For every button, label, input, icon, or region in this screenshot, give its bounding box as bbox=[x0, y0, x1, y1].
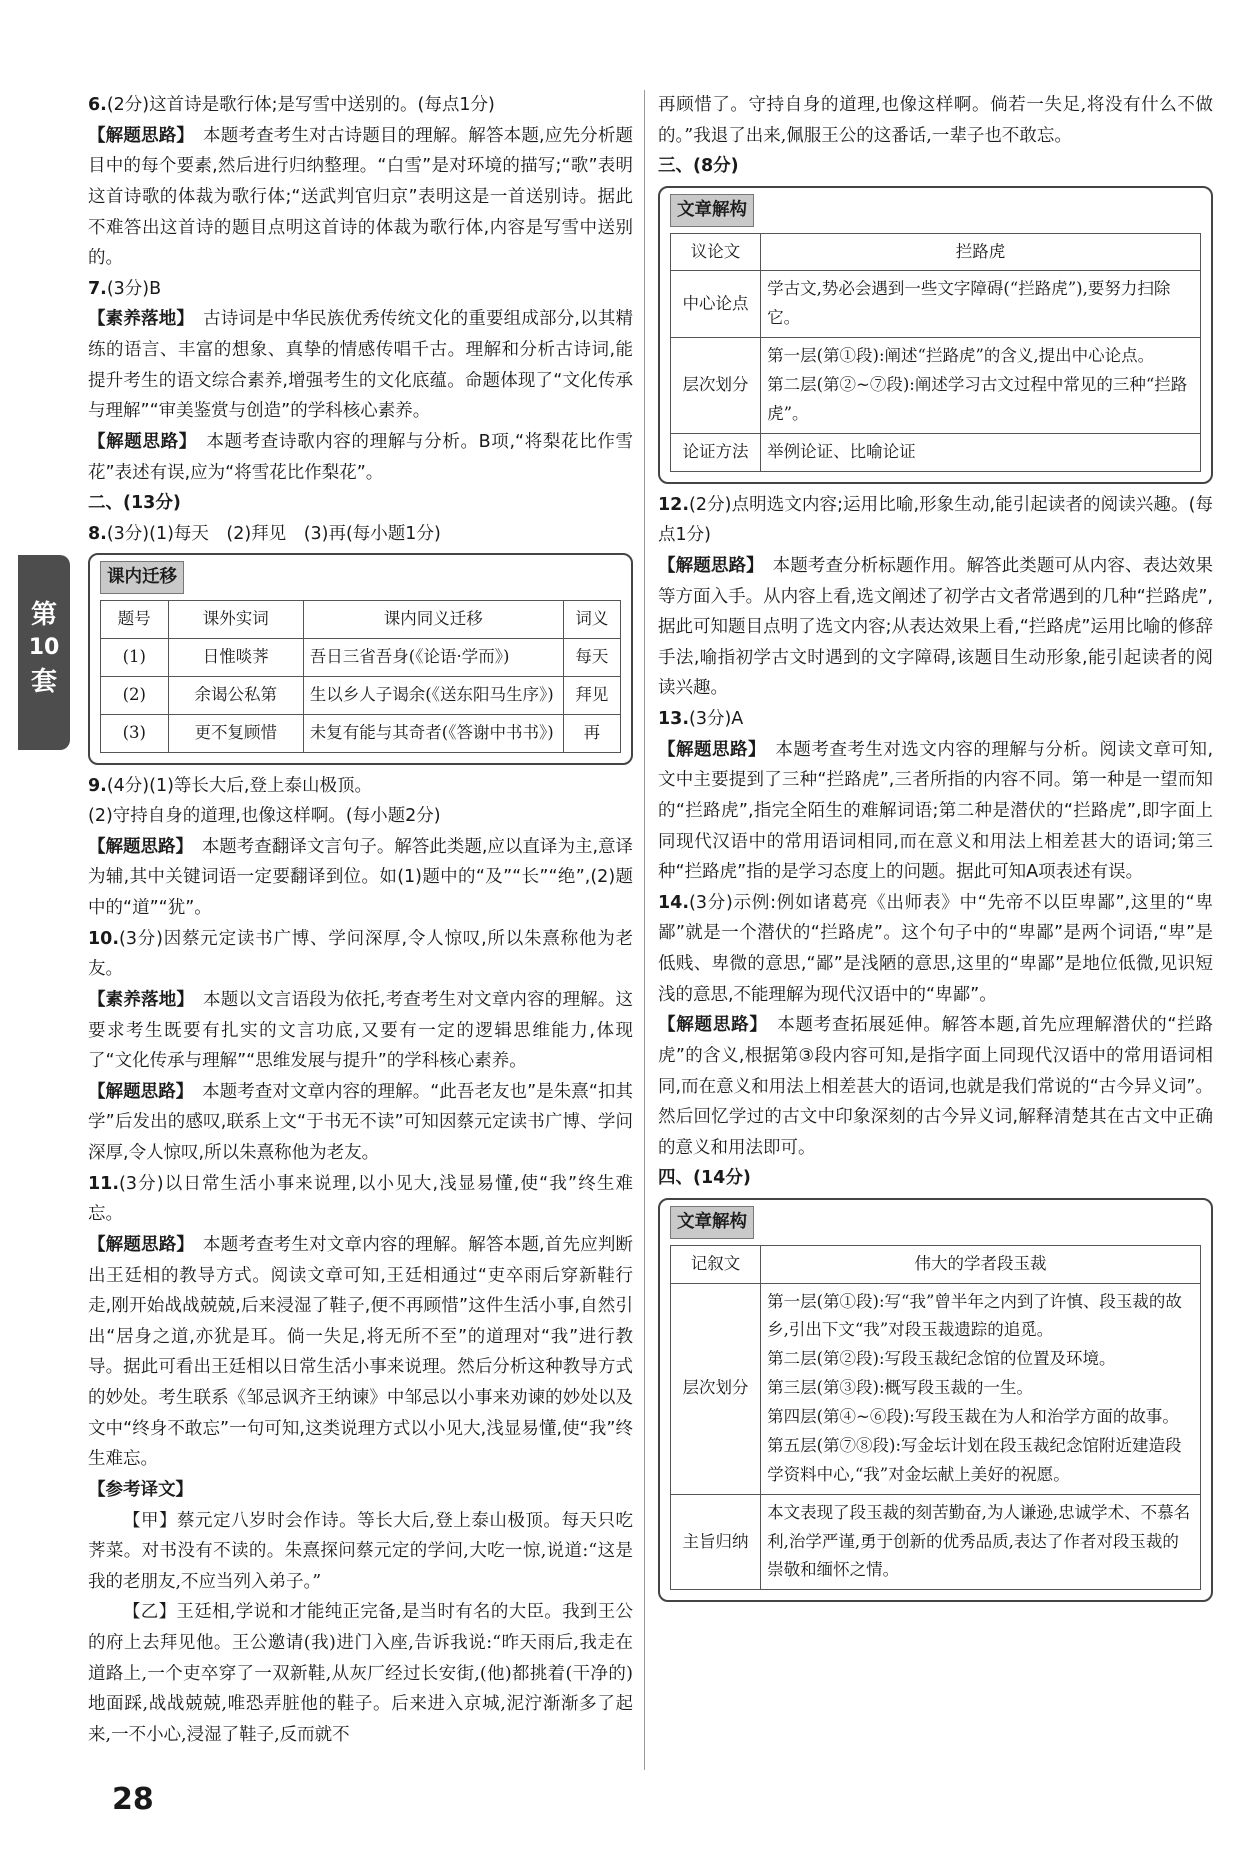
cell-word: 日惟啖荠 bbox=[168, 638, 303, 676]
q10-answer: 10.(3分)因蔡元定读书广博、学问深厚,令人惊叹,所以朱熹称他为老友。 bbox=[88, 928, 633, 980]
reference-translation-yi: 【乙】王廷相,学说和才能纯正完备,是当时有名的大臣。我到王公的府上去拜见他。王公邀请(我)进门入座,告诉我说:“昨天雨后,我走在道路上,一个吏卒穿了一双新鞋,从灰厂经过长安街,(他)都挑着(干净的)地面踩,战战兢兢,唯恐弄脏他的鞋子。后来进入京城,泥泞渐渐多了起来,一不小心,浸湿了鞋子,反而就不 bbox=[88, 1602, 633, 1745]
reference-translation-heading: 【参考译文】 bbox=[88, 1479, 193, 1500]
cell-genre-label: 议论文 bbox=[671, 233, 761, 271]
table-row bbox=[671, 1494, 1201, 1590]
cell-no: (3) bbox=[101, 714, 169, 752]
set-tab-char-2: 套 bbox=[30, 667, 57, 698]
q12-answer: 12.(2分)点明选文内容;运用比喻,形象生动,能引起读者的阅读兴趣。(每点1分) bbox=[658, 494, 1213, 546]
q14-answer: 14.(3分)示例:例如诸葛亮《出师表》中“先帝不以臣卑鄙”,这里的“卑鄙”就是一个潜伏的“拦路虎”。这个句子中的“卑鄙”是两个词语,“卑”是低贱、卑微的意思,“鄙”是浅陋的意思,这里的“卑鄙”是地位低微,见识短浅的意思,不能理解为现代汉语中的“卑鄙”。 bbox=[658, 892, 1213, 1005]
cell-no: (1) bbox=[101, 638, 169, 676]
header-in-class-transfer: 课内同义迁移 bbox=[303, 601, 563, 639]
q6-answer: 6.(2分)这首诗是歌行体;是写雪中送别的。(每点1分) bbox=[88, 95, 495, 115]
table-row bbox=[671, 1283, 1201, 1494]
table-row bbox=[671, 433, 1201, 471]
header-extracurricular-word: 课外实词 bbox=[168, 601, 303, 639]
q7-answer: 7.(3分)B bbox=[88, 278, 162, 299]
cell-value bbox=[761, 338, 1201, 434]
cell-label: 主旨归纳 bbox=[671, 1494, 761, 1590]
reference-translation-jia: 【甲】蔡元定八岁时会作诗。等长大后,登上泰山极顶。每天只吃荠菜。对书没有不读的。朱熹探问蔡元定的学问,大吃一惊,说道:“这是我的老朋友,不应当列入弟子。” bbox=[88, 1510, 633, 1592]
page-number: 28 bbox=[112, 1782, 154, 1817]
header-question-no: 题号 bbox=[101, 601, 169, 639]
set-tab-char-1: 第 bbox=[30, 600, 57, 630]
q8-answer: 8.(3分)(1)每天 (2)拜见 (3)再(每小题1分) bbox=[88, 523, 441, 544]
table-row bbox=[671, 338, 1201, 434]
layer-item: 第二层(第②~⑦段):阐述学习古文过程中常见的三种“拦路虎”。 bbox=[767, 375, 1188, 423]
section-3-heading: 三、(8分) bbox=[658, 156, 739, 177]
table-row bbox=[101, 638, 621, 676]
q10-analysis: 【解题思路】 本题考查对文章内容的理解。“此吾老友也”是朱熹“扣其学”后发出的感叹,联系上文“于书无不读”可知因蔡元定读书广博、学问深厚,令人惊叹,所以朱熹称他为老友。 bbox=[88, 1081, 634, 1163]
section-4-heading: 四、(14分) bbox=[658, 1168, 751, 1189]
q13-answer: 13.(3分)A bbox=[658, 709, 744, 729]
vocab-transfer-box bbox=[88, 553, 633, 764]
cell-label: 层次划分 bbox=[671, 338, 761, 434]
cell-value: 举例论证、比喻论证 bbox=[761, 433, 1201, 471]
cell-transfer: 生以乡人子谒余(《送东阳马生序》) bbox=[303, 676, 563, 714]
cell-label: 论证方法 bbox=[671, 433, 761, 471]
table-row bbox=[671, 233, 1201, 271]
cell-value: 本文表现了段玉裁的刻苦勤奋,为人谦逊,忠诚学术、不慕名利,治学严谨,勇于创新的优秀品质,表达了作者对段玉裁的崇敬和缅怀之情。 bbox=[761, 1494, 1201, 1590]
cell-transfer: 吾日三省吾身(《论语·学而》) bbox=[303, 638, 563, 676]
table-row bbox=[671, 1245, 1201, 1283]
q7-literacy: 【素养落地】 古诗词是中华民族优秀传统文化的重要组成部分,以其精练的语言、丰富的想象、真挚的情感传唱千古。理解和分析古诗词,能提升考生的语文综合素养,增强考生的文化底蕴。命题体现了“文化传承与理解”“审美鉴赏与创造”的学科核心素养。 bbox=[88, 309, 634, 422]
layer-item: 第二层(第②段):写段玉裁纪念馆的位置及环境。 bbox=[767, 1349, 1116, 1369]
cell-article-title: 拦路虎 bbox=[761, 233, 1201, 271]
article-structure-title: 文章解构 bbox=[670, 194, 754, 227]
layer-item: 第三层(第③段):概写段玉裁的一生。 bbox=[767, 1378, 1034, 1398]
cell-word: 更不复顾惜 bbox=[168, 714, 303, 752]
cell-genre-label: 记叙文 bbox=[671, 1245, 761, 1283]
set-number-tab bbox=[18, 555, 70, 750]
q12-analysis: 【解题思路】 本题考查分析标题作用。解答此类题可从内容、表达效果等方面入手。从内容上看,选文阐述了初学古文者常遇到的几种“拦路虎”,据此可知题目点明了选文内容;从表达效果上看,“拦路虎”运用比喻的修辞手法,喻指初学古文时遇到的文字障碍,该题目生动形象,能引起读者的阅读兴趣。 bbox=[658, 555, 1214, 699]
layer-item: 第四层(第④~⑥段):写段玉裁在为人和治学方面的故事。 bbox=[767, 1407, 1179, 1426]
cell-meaning: 每天 bbox=[563, 638, 620, 676]
right-column bbox=[658, 90, 1213, 1608]
q11-analysis: 【解题思路】 本题考查考生对文章内容的理解。解答本题,首先应判断出王廷相的教导方式。阅读文章可知,王廷相通过“吏卒雨后穿新鞋行走,刚开始战战兢兢,后来浸湿了鞋子,便不再顾惜”这件生活小事,自然引出“居身之道,亦犹是耳。倘一失足,将无所不至”的道理对“我”进行教导。据此可看出王廷相以日常生活小事来说理。然后分析这种教导方式的妙处。考生联系《邹忌讽齐王纳谏》中邹忌以小事来劝谏的妙处以及文中“终身不敢忘”一句可知,这类说理方式以小见大,浅显易懂,使“我”终生难忘。 bbox=[88, 1234, 634, 1470]
left-column bbox=[88, 90, 633, 1751]
column-divider bbox=[644, 90, 645, 1770]
q13-analysis: 【解题思路】 本题考查考生对选文内容的理解与分析。阅读文章可知,文中主要提到了三种“拦路虎”,三者所指的内容不同。第一种是一望而知的“拦路虎”,指完全陌生的难解词语;第二种是潜伏的“拦路虎”,即字面上同现代汉语中的常用语词相同,而在意义和用法上相差甚大的语词;第三种“拦路虎”指的是学习态度上的问题。据此可知A项表述有误。 bbox=[658, 739, 1214, 883]
set-tab-number: 10 bbox=[28, 635, 60, 661]
q14-analysis: 【解题思路】 本题考查拓展延伸。解答本题,首先应理解潜伏的“拦路虎”的含义,根据第③段内容可知,是指字面上同现代汉语中的常用语词相同,而在意义和用法上相差甚大的语词,也就是我们常说的“古今异义词”。然后回忆学过的古文中印象深刻的古今异义词,解释清楚其在古文中正确的意义和用法即可。 bbox=[658, 1015, 1213, 1158]
cell-label: 层次划分 bbox=[671, 1283, 761, 1494]
article-structure-title: 文章解构 bbox=[670, 1206, 754, 1239]
q9-answer: 9.(4分)(1)等长大后,登上泰山极顶。 bbox=[88, 775, 372, 796]
vocab-transfer-table bbox=[100, 600, 621, 753]
vocab-transfer-title: 课内迁移 bbox=[100, 561, 184, 594]
q9-analysis: 【解题思路】 本题考查翻译文言句子。解答此类题,应以直译为主,意译为辅,其中关键词语一定要翻译到位。如(1)题中的“及”“长”“绝”,(2)题中的“道”“犹”。 bbox=[88, 836, 634, 918]
q9-answer-2: (2)守持自身的道理,也像这样啊。(每小题2分) bbox=[88, 806, 441, 827]
cell-article-title: 伟大的学者段玉裁 bbox=[761, 1245, 1201, 1283]
q7-analysis: 【解题思路】 本题考查诗歌内容的理解与分析。B项,“将梨花比作雪花”表述有误,应为“将雪花比作梨花”。 bbox=[88, 431, 633, 483]
layer-item: 第一层(第①段):写“我”曾半年之内到了许慎、段玉裁的故乡,引出下文“我”对段玉裁遗踪的追觅。 bbox=[767, 1291, 1182, 1340]
cell-word: 余谒公私第 bbox=[168, 676, 303, 714]
layer-item: 第五层(第⑦⑧段):写金坛计划在段玉裁纪念馆附近建造段学资料中心,“我”对金坛献上美好的祝愿。 bbox=[767, 1435, 1182, 1484]
cell-label: 中心论点 bbox=[671, 271, 761, 338]
table-header-row bbox=[101, 601, 621, 639]
table-row bbox=[101, 714, 621, 752]
cell-meaning: 拜见 bbox=[563, 676, 620, 714]
cell-value bbox=[761, 1283, 1201, 1494]
cell-no: (2) bbox=[101, 676, 169, 714]
article-structure-table-1 bbox=[670, 233, 1201, 472]
header-meaning: 词义 bbox=[563, 601, 620, 639]
table-row bbox=[671, 271, 1201, 338]
layer-item: 第一层(第①段):阐述“拦路虎”的含义,提出中心论点。 bbox=[767, 346, 1155, 366]
table-row bbox=[101, 676, 621, 714]
article-structure-box-2 bbox=[658, 1198, 1213, 1602]
cell-transfer: 未复有能与其奇者(《答谢中书书》) bbox=[303, 714, 563, 752]
cell-value: 学古文,势必会遇到一些文字障碍(“拦路虎”),要努力扫除它。 bbox=[761, 271, 1201, 338]
article-structure-box-1 bbox=[658, 186, 1213, 484]
q10-literacy: 【素养落地】 本题以文言语段为依托,考查考生对文章内容的理解。这要求考生既要有扎实的文言功底,又要有一定的逻辑思维能力,体现了“文化传承与理解”“思维发展与提升”的学科核心素养。 bbox=[88, 989, 634, 1072]
reference-translation-continued: 再顾惜了。守持自身的道理,也像这样啊。倘若一失足,将没有什么不做的。”我退了出来,佩服王公的这番话,一辈子也不敢忘。 bbox=[658, 95, 1213, 146]
q6-analysis: 【解题思路】 本题考查考生对古诗题目的理解。解答本题,应先分析题目中的每个要素,然后进行归纳整理。“白雪”是对环境的描写;“歌”表明这首诗歌的体裁为歌行体;“送武判官归京”表明这是一首送别诗。据此不难答出这首诗的题目点明这首诗的体裁为歌行体,内容是写雪中送别的。 bbox=[88, 125, 634, 269]
article-structure-table-2 bbox=[670, 1245, 1201, 1591]
cell-meaning: 再 bbox=[563, 714, 620, 752]
q11-answer: 11.(3分)以日常生活小事来说理,以小见大,浅显易懂,使“我”终生难忘。 bbox=[88, 1173, 633, 1225]
section-2-heading: 二、(13分) bbox=[88, 493, 181, 514]
